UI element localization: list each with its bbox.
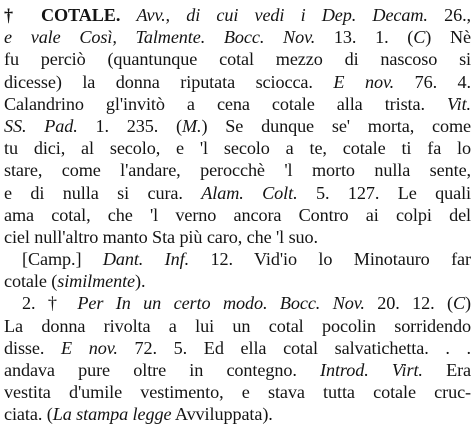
entry-cotale-sense-2: [4, 292, 471, 425]
italic-citation: E nov.: [333, 71, 395, 92]
italic-citation: La stampa legge: [52, 404, 172, 425]
text-run: ).: [135, 271, 146, 292]
text-run: 5. 127. Le quali: [297, 182, 471, 203]
text-run: Era: [422, 360, 471, 380]
headword: †: [4, 5, 41, 25]
italic-citation: C: [453, 293, 466, 314]
entry-cotale-camp-citation: [4, 248, 471, 292]
sub-line: [4, 270, 471, 292]
italic-citation: E nov.: [61, 337, 118, 358]
text-run: 72. 5. Ed ella cotal salvatichetta. . .: [117, 337, 471, 358]
entry-line: [4, 4, 471, 26]
sub-line: [4, 248, 471, 270]
text-run: ) Nè: [425, 27, 471, 48]
text-run: 20. 12. (: [364, 293, 453, 314]
entry-line: [4, 48, 471, 70]
italic-citation: Per In un certo modo. Bocc. Nov.: [77, 293, 365, 314]
entry-cotale: [4, 4, 471, 248]
sense2-line: [4, 337, 471, 359]
text-run: 1. 235. (: [77, 115, 182, 136]
entry-line: [4, 93, 471, 115]
text-run: fu perciò (quantunque cotal mezzo di nascoso si: [4, 49, 471, 70]
text-run: vestita d'umile vestimento, e stava tutta cotale cruc-: [4, 382, 471, 403]
text-run: [Camp.]: [22, 249, 103, 270]
entry-line: [4, 137, 471, 159]
italic-citation: SS. Pad.: [4, 115, 78, 136]
entry-line: [4, 26, 471, 48]
text-run: 12. Vid'io lo Minotauro far: [189, 249, 471, 270]
italic-citation: Dant. Inf.: [102, 249, 190, 270]
entry-line: [4, 204, 471, 226]
sense2-line: [4, 381, 471, 403]
text-run: stare, come l'andare, perocchè 'l morto nulla sente,: [4, 160, 471, 181]
text-run: 2. †: [22, 293, 78, 314]
italic-citation: Alam. Colt.: [201, 182, 298, 203]
text-run: tu dici, al secolo, e 'l secolo a te, cotale ti fa lo: [4, 138, 471, 159]
text-run: 26.,: [427, 5, 471, 25]
entry-line: [4, 159, 471, 181]
italic-citation: Introd. Virt.: [320, 360, 423, 380]
entry-line: [4, 226, 471, 248]
text-run: andava pure oltre in contegno.: [4, 360, 320, 380]
sense2-line: [4, 315, 471, 337]
italic-citation: similmente: [57, 271, 136, 292]
text-run: 76. 4.: [394, 71, 471, 92]
text-run: ): [465, 293, 471, 314]
sense2-line: [4, 292, 471, 314]
sense2-line: [4, 359, 471, 381]
italic-citation: Avv., di cui vedi i Dep. Decam.: [136, 5, 428, 25]
entry-line: [4, 115, 471, 137]
italic-citation: C: [413, 27, 426, 48]
text-run: [120, 5, 136, 25]
italic-citation: Così, Talmente. Bocc. Nov.: [79, 27, 316, 48]
text-run: 13. 1. (: [315, 27, 414, 48]
text-run: ciata. (: [4, 404, 53, 425]
text-run: Calandrino gl'invitò a cena cotale alla trista.: [4, 93, 447, 114]
text-run: La donna rivolta a lui un cotal pocolin sorridendo: [4, 315, 471, 336]
italic-citation: e vale: [4, 27, 80, 48]
italic-citation: Vit.: [446, 93, 471, 114]
text-run: Avviluppata).: [171, 404, 273, 425]
headword: COTALE.: [40, 5, 121, 25]
entry-line: [4, 71, 471, 93]
text-run: e di nulla si cura.: [4, 182, 202, 203]
text-run: cotale (: [4, 271, 58, 292]
text-run: dicesse) la donna riputata sciocca.: [4, 71, 334, 92]
entry-line: [4, 182, 471, 204]
italic-citation: M.: [182, 115, 202, 136]
text-run: disse.: [4, 337, 62, 358]
text-run: ciel null'altro manto Sta più caro, che 'l suo.: [4, 226, 318, 247]
text-run: ama cotal, che 'l verno ancora Contro ai colpi del: [4, 204, 471, 225]
text-run: ) Se dunque se' morta, come: [201, 115, 471, 136]
